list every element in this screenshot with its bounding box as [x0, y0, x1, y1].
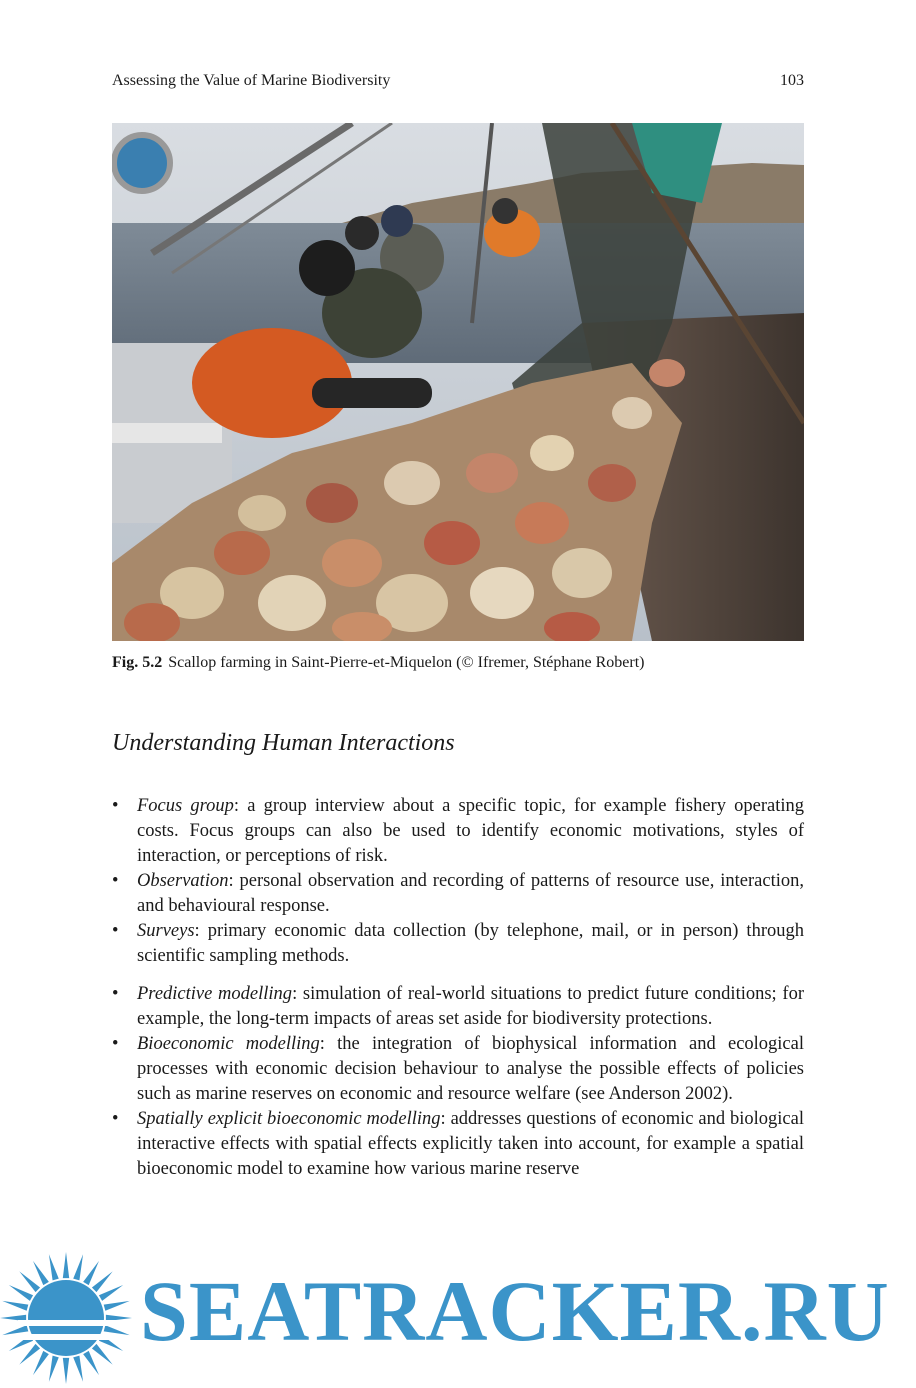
sun-ray [92, 1271, 113, 1292]
list-item [112, 1107, 804, 1182]
figure-caption [112, 654, 804, 672]
sun-ray [49, 1254, 59, 1280]
sun-ray [2, 1301, 28, 1311]
sun-ray [104, 1301, 130, 1311]
sun-ray [2, 1325, 28, 1335]
list-item-text: : addresses questions of economic and biological interactive effects with spatial effects explicitly taken into account, for example a spatial bioeconomic model to examine how various marine reserve [137, 1109, 804, 1179]
figure-label: Fig. 5.2 [112, 654, 163, 671]
sun-ray [104, 1325, 130, 1335]
sun-ray [19, 1344, 40, 1365]
figure-caption-text: Scallop farming in Saint-Pierre-et-Miquelon (© Ifremer, Stéphane Robert) [168, 654, 645, 671]
sun-ray [33, 1351, 49, 1375]
watermark-text: SEATRACKER.RU [140, 1263, 890, 1359]
section-title: Understanding Human Interactions [112, 730, 455, 756]
list-item [112, 869, 804, 919]
list-item-text: : simulation of real-world situations to predict future conditions; for example, the long-term impacts of areas set aside for biodiversity protections. [137, 984, 804, 1029]
running-title: Assessing the Value of Marine Biodiversity [112, 72, 391, 89]
sun-ray [92, 1344, 113, 1365]
list-item [112, 919, 804, 969]
sun-ray [83, 1261, 99, 1285]
sun-ray [63, 1252, 69, 1278]
list-item-term: Focus group [137, 796, 234, 816]
sun-ray [73, 1254, 83, 1280]
list-item-term: Surveys [137, 921, 195, 941]
list-item-text: : the integration of biophysical information and ecological processes with economic decision behaviour to analyse the possible effects of policies such as marine reserves on economic and resource welfare (see Anderson 2002). [137, 1034, 804, 1104]
list-item [112, 982, 804, 1032]
scallop-photo-illustration [112, 123, 804, 641]
sun-ray [99, 1285, 123, 1301]
scallop-photo [112, 123, 804, 641]
list-item-text: : personal observation and recording of patterns of resource use, interaction, and behavioural response. [137, 871, 804, 916]
sun-ray [63, 1358, 69, 1384]
sun-ray [19, 1271, 40, 1292]
page-number: 103 [780, 72, 804, 89]
sun-ray [9, 1285, 33, 1301]
list-item [112, 1032, 804, 1107]
sun-ray [33, 1261, 49, 1285]
list-item [112, 794, 804, 869]
watermark [0, 1248, 916, 1388]
list-item-term: Predictive modelling [137, 984, 293, 1004]
list-item-term: Spatially explicit bioeconomic modelling [137, 1109, 441, 1129]
sun-ray [73, 1356, 83, 1382]
method-list [112, 794, 804, 1182]
list-item-term: Bioeconomic modelling [137, 1034, 320, 1054]
list-item-text: : primary economic data collection (by telephone, mail, or in person) through scientific sampling methods. [137, 921, 804, 966]
sun-logo-icon [0, 1248, 140, 1388]
sun-ray [49, 1356, 59, 1382]
list-item-term: Observation [137, 871, 229, 891]
running-head [112, 72, 804, 90]
list-item-text: : a group interview about a specific topic, for example fishery operating costs. Focus groups can also be used to identify economic motivations, styles of interaction, or perceptions of risk. [137, 796, 804, 866]
sun-ray [83, 1351, 99, 1375]
